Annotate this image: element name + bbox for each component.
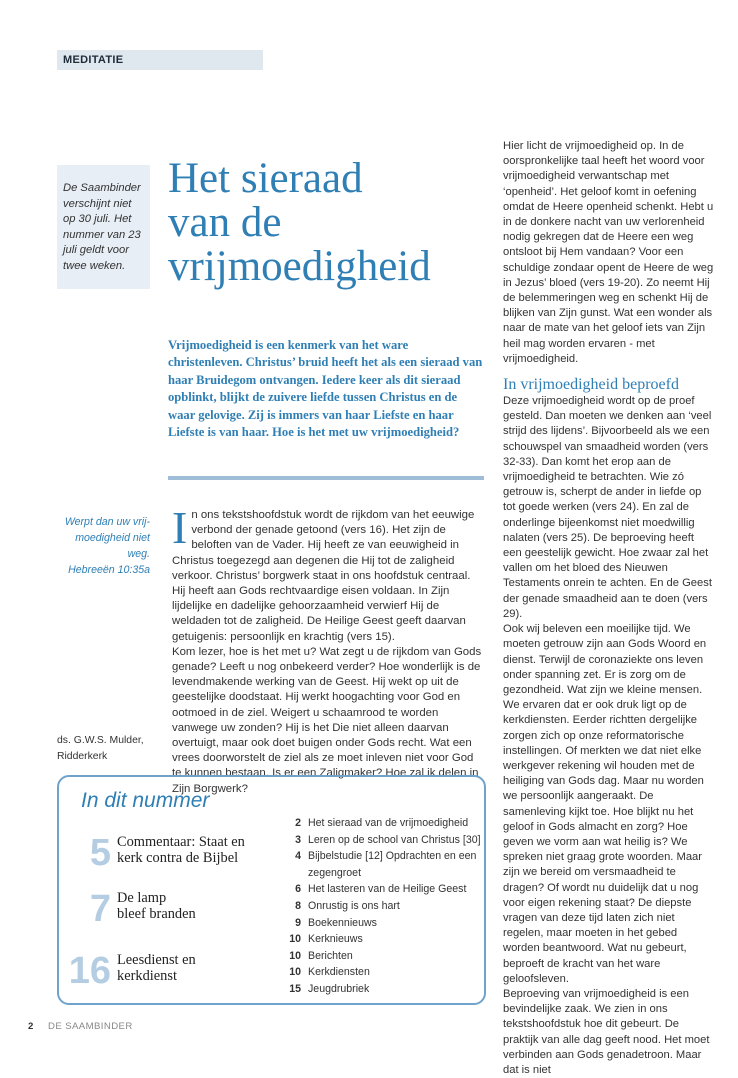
table-of-contents — [57, 775, 486, 1005]
toc-page: 15 — [289, 982, 301, 995]
toc-heading: In dit nummer — [81, 789, 210, 812]
toc-title: Berichten — [308, 949, 353, 962]
toc-page: 8 — [295, 899, 301, 912]
toc-page: 3 — [295, 833, 301, 846]
toc-item[interactable] — [281, 898, 481, 915]
title-line: vrijmoedigheid — [168, 243, 431, 290]
toc-title: Bijbelstudie [12] Opdrachten en een — [308, 850, 477, 863]
toc-title: Het sieraad van de vrijmoedigheid — [308, 817, 469, 829]
featured-title — [117, 835, 267, 866]
toc-item[interactable] — [281, 948, 481, 965]
page-number: 2 — [28, 1021, 34, 1032]
toc-title: Jeugdrubriek — [308, 982, 370, 995]
toc-item[interactable] — [281, 881, 481, 898]
body-paragraph: Hier licht de vrijmoedigheid op. In de oorspronkelijke taal heeft het woord voor vrijmoedigheid verwantschap met ‘openheid’. Het geloof komt in oefening omdat de Heere openheid schenkt. Hebt u in de donkere nacht van uw verlorenheid nodig gekregen dat de Heere een weg ontsloot bij Hem vandaan? Voor een schuldige zondaar opent de Heere de weg in Jezus’ bloed (vers 19-20). Zo neemt Hij de belemmeringen weg en schenkt Hij de blijken van Zijn gunst. Wat een wonder als naar de mate van het geloof iets van Zijn heil mag worden ervaren - met vrijmoedigheid. — [503, 140, 714, 365]
title-line: Het sieraad — [168, 155, 363, 202]
body-paragraph: Deze vrijmoedigheid wordt op de proef gesteld. Dan moeten we denken aan ‘veel strijd des lijdens’. Bijvoorbeeld als we een schouwspel van smaadheid worden (vers 32-33). Dan komt het erop aan de vrijmoedigheid te betrachten. Wie zó getrouw is, scherpt de ander in liefde op tot goede werken (vers 24). En zal de onderlinge bijeenkomst niet moedwillig nalaten (vers 25). De beproeving heeft een geestelijk gewicht. Hoe zwaar zal het vallen om het bloed des Nieuwen Testaments onrein te achten. En de Geest der genade smaadheid aan te doen (vers 29). — [503, 395, 712, 620]
scripture-quote — [60, 514, 150, 578]
toc-title: Kerknieuws — [308, 933, 363, 946]
featured-title-line: De lamp — [117, 890, 167, 906]
toc-item-continuation — [281, 865, 481, 882]
toc-item[interactable] — [281, 915, 481, 932]
toc-title: Boekennieuws — [308, 916, 377, 929]
toc-item[interactable] — [281, 815, 481, 832]
featured-title-line: bleef branden — [117, 905, 196, 922]
body-paragraph: Kom lezer, hoe is het met u? Wat zegt u de rijkdom van Gods genade? Leeft u nog onbekeerd verder? Hoe wonderlijk is de levendmakende werking van de Geest. Hij wekt op uit de geestelijke doodstaat. Hij werkt hoogachting voor God en ootmoed in de ziel. Weigert u schaamrood te worden vanwege uw zonden? Hij is het Die niet alleen daarvan overtuigt, maar ook doet buigen onder Gods recht. Wat een vrees doorworstelt de ziel als ze moet inleven niet voor God te kunnen bestaan. Is er een Zaligmaker? Hoe zal ik delen in Zijn Borgwerk? — [172, 645, 482, 795]
toc-item[interactable] — [281, 931, 481, 948]
subheading: In vrijmoedigheid beproefd — [503, 376, 679, 394]
title-line: van de — [168, 199, 282, 246]
toc-page: 10 — [289, 966, 301, 979]
toc-title: Onrustig is ons hart — [308, 899, 400, 912]
toc-title: Leren op de school van Christus [30] — [308, 833, 481, 846]
drop-cap: I — [172, 502, 188, 553]
body-text: n ons tekstshoofdstuk wordt de rijkdom van het eeuwige verbond der genade getoond (vers 16). Het zijn de beloften van de Vader. Hij heeft ze van eeuwigheid in Christus toegezegd aan degenen die Hij tot de zaligheid verkoor. Christus’ borgwerk staat in ons hoofdstuk centraal. Hij heeft aan Gods rechtvaardige eisen voldaan. In Zijn lijdelijke en dadelijke gehoorzaamheid verwierf Hij de weldaden tot de zaligheid. De Heilige Geest geeft daarvan getuigenis: persoonlijk en krachtig (vers 15). — [172, 509, 475, 643]
toc-title: zegengroet — [308, 866, 362, 879]
page-footer — [28, 1021, 133, 1032]
toc-list — [281, 815, 481, 998]
divider — [168, 476, 484, 480]
quote-reference: Hebreeën 10:35a — [68, 564, 150, 576]
toc-title: Kerkdiensten — [308, 966, 370, 979]
toc-page: 10 — [289, 949, 301, 962]
toc-item[interactable] — [281, 832, 481, 849]
author-location: Ridderkerk — [57, 751, 108, 762]
toc-item[interactable] — [281, 848, 481, 865]
quote-line: Werpt dan uw vrij- — [64, 516, 150, 528]
quote-line: moedigheid niet weg. — [75, 532, 150, 560]
article-title — [168, 157, 488, 289]
toc-page: 10 — [289, 933, 301, 946]
featured-page-number: 5 — [89, 832, 111, 874]
featured-page-number: 7 — [89, 888, 111, 930]
toc-page: 9 — [295, 916, 301, 929]
toc-page: 4 — [295, 850, 301, 863]
author-name: ds. G.W.S. Mulder, — [57, 735, 144, 746]
article-lead: Vrijmoedigheid is een kenmerk van het ware christenleven. Christus’ bruid heeft het als een sieraad van haar Bruidegom ontvangen. Iedere keer als dit sieraad opblinkt, blijkt de zuivere liefde tussen Christus en de waar gelovige. Zij is immers van haar Liefste en haar Liefste is van haar. Hoe is het met uw vrijmoedigheid? — [168, 338, 483, 440]
toc-title: Het lasteren van de Heilige Geest — [308, 883, 467, 896]
author-credit — [57, 733, 157, 765]
featured-page-number: 16 — [68, 950, 111, 992]
featured-title-line: kerkdienst — [117, 967, 177, 984]
toc-page: 6 — [295, 883, 301, 896]
body-paragraph: Ook wij beleven een moeilijke tijd. We moeten getrouw zijn aan Gods Woord en dienst. Terwijl de coronaziekte ons leven onder spanning zet. Er is zorg om de gezondheid. Wat zijn we kleine mensen. We ervaren dat er ook druk ligt op de kerkdiensten. Eerder richtten dergelijke zorgen zich op onze reformatorische instellingen. Of merkten we dat niet elke werkgever rekening wil houden met de heiliging van Gods dag. Maar nu worden we persoonlijk aangeraakt. De samenleving kijkt toe. Hoe blijkt nu het geloof in Gods almacht en zorg? Hoe geven we vorm aan wat heilig is? We spreken niet graag grote woorden. Maar zijn we bereid om versmaadheid te dragen? Of wordt nu duidelijk dat u nog voor eigen rekening staat? De diepste vragen van deze tijd laten zich niet regelen, maar moeten in het gebed worden beantwoord. Wat nu gebeurt, beproeft de kracht van het ware geloofsleven. — [503, 623, 707, 985]
publication-name: DE SAAMBINDER — [48, 1021, 133, 1032]
body-paragraph — [172, 502, 486, 645]
section-label: MEDITATIE — [57, 50, 263, 70]
toc-page: 2 — [295, 817, 301, 829]
featured-title-line: kerk contra de Bijbel — [117, 849, 239, 866]
article-body — [172, 502, 486, 797]
toc-item[interactable] — [281, 981, 481, 998]
publication-notice: De Saambinder verschijnt niet op 30 juli. Het nummer van 23 juli geldt voor twee weken. — [57, 165, 150, 289]
featured-title — [117, 891, 267, 922]
featured-title-line: Leesdienst en — [117, 952, 196, 968]
featured-title-line: Commentaar: Staat en — [117, 834, 245, 850]
body-paragraph: Beproeving van vrijmoedigheid is een bevindelijke zaak. We zien in ons tekstshoofdstuk hoe dit gebeurt. De praktijk van alle dag geeft nood. Het moet verbinden aan Gods genadetroon. Maar dat is niet — [503, 987, 710, 1076]
featured-title — [117, 953, 267, 984]
article-continuation — [503, 139, 715, 1078]
toc-item[interactable] — [281, 964, 481, 981]
